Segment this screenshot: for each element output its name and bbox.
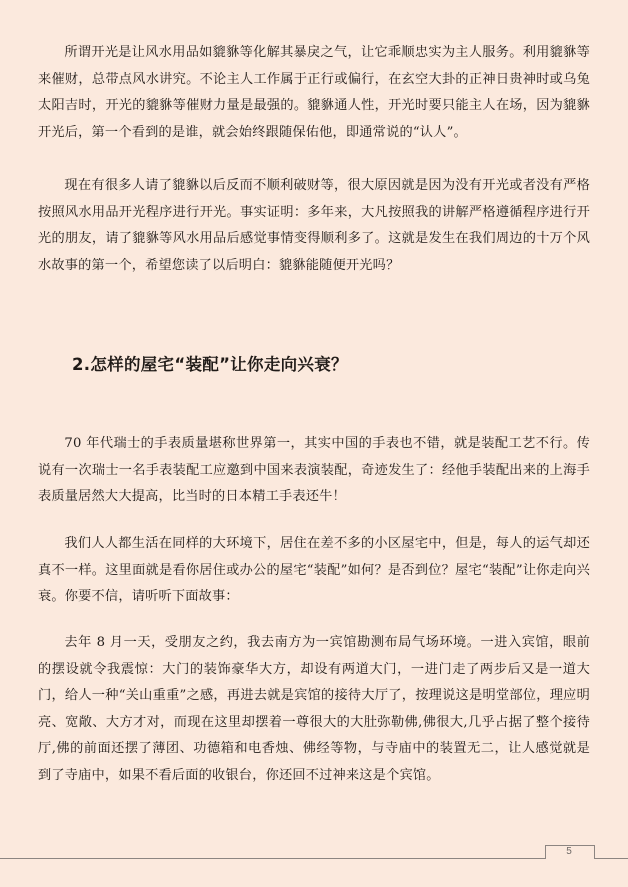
paragraph-house-assembly: 我们人人都生活在同样的大环境下，居住在差不多的小区屋宅中，但是，每人的运气却还真不一样。这里面就是看你居住或办公的屋宅“装配”如何？是否到位？屋宅“装配”让你走向兴衰。你要不信，请听听下面故事： — [38, 536, 590, 605]
paragraph-kaiguang-importance: 现在有很多人请了貔貅以后反而不顺利破财等，很大原因就是因为没有开光或者没有严格按照风水用品开光程序进行开光。事实证明：多年来，大凡按照我的讲解严格遵循程序进行开光的朋友，请了貔貅等风水用品后感觉事情变得顺利多了。这就是发生在我们周边的十万个风水故事的第一个，希望您读了以后明白：貔貅能随便开光吗？ — [38, 178, 590, 273]
section-heading: 2.怎样的屋宅“装配”让你走向兴衰？ — [72, 355, 348, 374]
page-number: 5 — [566, 846, 572, 857]
footer-rule — [0, 858, 545, 859]
paragraph-kaiguang-definition: 所谓开光是让风水用品如貔貅等化解其暴戾之气，让它乖顺忠实为主人服务。利用貔貅等来催财，总带点风水讲究。不论主人工作属于正行或偏行，在玄空大卦的正神日贵神时或乌兔太阳吉时，开光的貔貅等催财力量是最强的。貔貅通人性，开光时要只能主人在场，因为貔貅开光后，第一个看到的是谁，就会始终跟随保佑他，即通常说的“认人”。 — [38, 45, 590, 140]
paragraph-watch-story: 70 年代瑞士的手表质量堪称世界第一，其实中国的手表也不错，就是装配工艺不行。传说有一次瑞士一名手表装配工应邀到中国来表演装配，奇迹发生了：经他手装配出来的上海手表质量居然大大提高，比当时的日本精工手表还牛！ — [38, 436, 590, 505]
footer-rule-right — [594, 858, 628, 859]
paragraph-hotel-story: 去年 8 月一天，受朋友之约，我去南方为一宾馆勘测布局气场环境。一进入宾馆，眼前的摆设就令我震惊：大门的装饰豪华大方，却设有两道大门，一进门走了两步后又是一道大门，给人一种“关山重重”之感，再进去就是宾馆的接待大厅了，按理说这是明堂部位，理应明亮、宽敞、大方才对，而现在这里却摆着一尊很大的大肚弥勒佛,佛很大,几乎占据了整个接待厅,佛的前面还摆了薄团、功德箱和电香烛、佛经等物，与寺庙中的装置无二，让人感觉就是到了寺庙中，如果不看后面的收银台，你还回不过神来这是个宾馆。 — [38, 635, 590, 783]
